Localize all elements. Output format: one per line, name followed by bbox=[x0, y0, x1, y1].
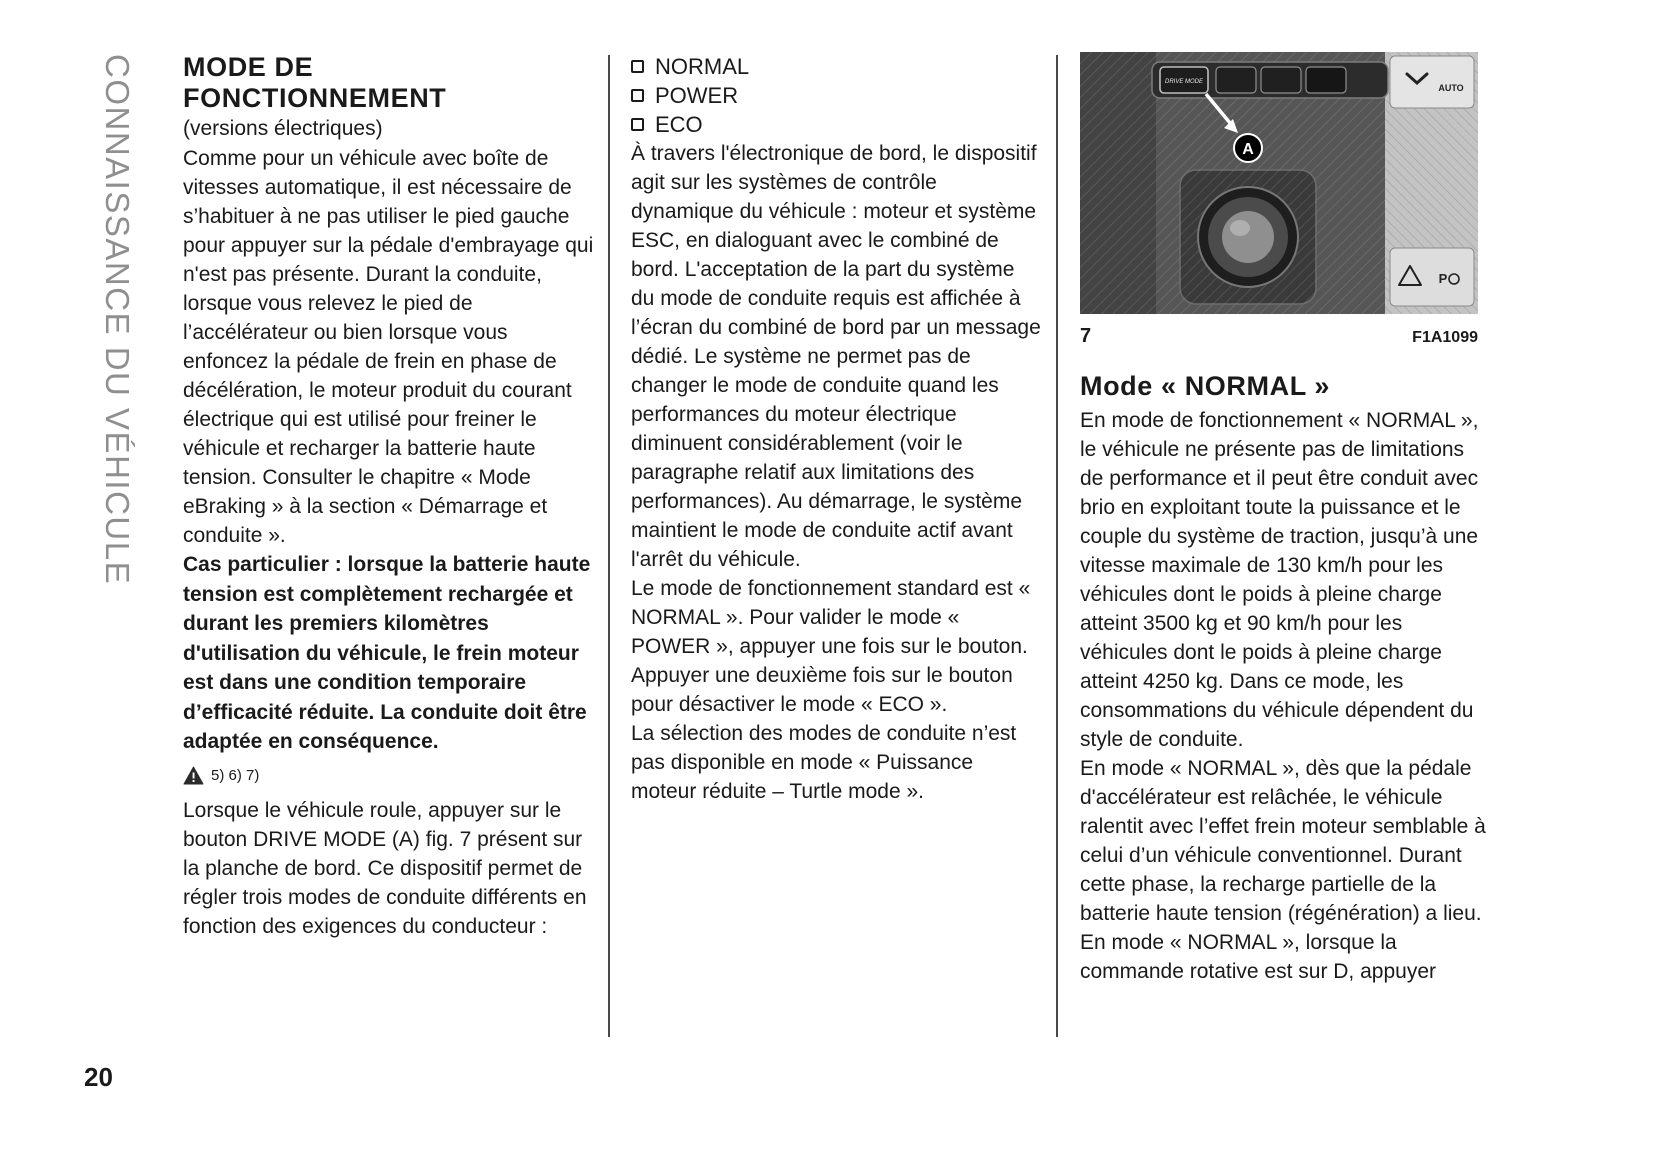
auto-label: AUTO bbox=[1438, 83, 1464, 93]
section-title-line1: MODE DE bbox=[183, 52, 314, 82]
list-item bbox=[631, 52, 1041, 81]
warning-reference-line bbox=[183, 761, 595, 790]
column-divider bbox=[1056, 55, 1058, 1037]
paragraph: Lorsque le véhicule roule, appuyer sur le bouton DRIVE MODE (A) fig. 7 présent sur la planche de bord. Ce dispositif permet de régler trois modes de conduite différents en fonction des exigences du conducteur : bbox=[183, 798, 587, 938]
warning-triangle-icon bbox=[183, 766, 204, 785]
column-divider bbox=[608, 55, 610, 1037]
dashboard-illustration bbox=[1080, 52, 1478, 314]
figure-caption bbox=[1080, 322, 1478, 352]
column-3 bbox=[1080, 52, 1492, 986]
drive-mode-list bbox=[631, 52, 1041, 139]
section-title-line2: FONCTIONNEMENT bbox=[183, 83, 447, 113]
paragraph: À travers l'électronique de bord, le dispositif agit sur les systèmes de contrôle dynamique du véhicule : moteur et système ESC, en dialoguant avec le combiné de bord. L'acceptation de la part du système du mode de conduite requis est affichée à l’écran du combiné de bord par un message dédié. Le système ne permet pas de changer le mode de conduite quand les performances du moteur électrique diminuent considérablement (voir le paragraphe relatif aux limitations des performances). Au démarrage, le système maintient le mode de conduite actif avant l'arrêt du véhicule. bbox=[631, 142, 1041, 571]
page-number: 20 bbox=[84, 1062, 113, 1092]
paragraph: La sélection des modes de conduite n’est pas disponible en mode « Puissance moteur réduite – Turtle mode ». bbox=[631, 722, 1017, 803]
list-item bbox=[631, 81, 1041, 110]
paragraph-bold-notice: Cas particulier : lorsque la batterie haute tension est complètement rechargée et durant les premiers kilomètres d'utilisation du véhicule, le frein moteur est dans une condition temporaire d’efficacité réduite. La conduite doit être adaptée en conséquence. bbox=[183, 553, 591, 753]
square-bullet-icon bbox=[631, 118, 644, 131]
figure-code: F1A1099 bbox=[1412, 329, 1478, 346]
paragraph: En mode « NORMAL », dès que la pédale d'accélérateur est relâchée, le véhicule ralentit avec l’effet frein moteur semblable à celui d’un véhicule conventionnel. Durant cette phase, la recharge partielle de la batterie haute tension (régénération) a lieu. bbox=[1080, 757, 1486, 925]
section-title bbox=[183, 52, 595, 114]
square-bullet-icon bbox=[631, 60, 644, 73]
list-item-label: POWER bbox=[655, 83, 739, 108]
column-1 bbox=[183, 52, 595, 941]
figure-number: 7 bbox=[1080, 325, 1092, 347]
section-subtitle: (versions électriques) bbox=[183, 117, 383, 140]
paragraph: Le mode de fonctionnement standard est « NORMAL ». Pour valider le mode « POWER », appuyer une fois sur le bouton. Appuyer une deuxième fois sur le bouton pour désactiver le mode « ECO ». bbox=[631, 577, 1031, 716]
list-item-label: ECO bbox=[655, 112, 703, 137]
subsection-title: Mode « NORMAL » bbox=[1080, 371, 1331, 401]
paragraph: En mode de fonctionnement « NORMAL », le véhicule ne présente pas de limitations de performance et il peut être conduit avec brio en exploitant toute la puissance et le couple du système de traction, jusqu’à une vitesse maximale de 130 km/h pour les véhicules dont le poids à pleine charge atteint 3500 kg et 90 km/h pour les véhicules dont le poids à pleine charge atteint 4250 kg. Dans ce mode, les consommations du véhicule dépendent du style de conduite. bbox=[1080, 409, 1479, 751]
p-indicator-label: P bbox=[1438, 271, 1448, 286]
figure-7 bbox=[1080, 52, 1478, 352]
callout-badge-label: A bbox=[1242, 141, 1254, 158]
list-item bbox=[631, 110, 1041, 139]
paragraph: En mode « NORMAL », lorsque la commande rotative est sur D, appuyer bbox=[1080, 931, 1436, 983]
warning-note-refs: 5) 6) 7) bbox=[211, 766, 260, 784]
list-item-label: NORMAL bbox=[655, 54, 750, 79]
paragraph: Comme pour un véhicule avec boîte de vitesses automatique, il est nécessaire de s’habituer à ne pas utiliser le pied gauche pour appuyer sur la pédale d'embrayage qui n'est pas présente. Durant la conduite, lorsque vous relevez le pied de l’accélérateur ou bien lorsque vous enfoncez la pédale de frein en phase de décélération, le moteur produit du courant électrique qui est utilisé pour freiner le véhicule et recharger la batterie haute tension. Consulter le chapitre « Mode eBraking » à la section « Démarrage et conduite ». bbox=[183, 147, 594, 547]
square-bullet-icon bbox=[631, 89, 644, 102]
chapter-sidebar-label: CONNAISSANCE DU VÉHICULE bbox=[99, 54, 136, 586]
column-2 bbox=[631, 52, 1041, 806]
drive-mode-button-label: DRIVE MODE bbox=[1164, 79, 1204, 85]
